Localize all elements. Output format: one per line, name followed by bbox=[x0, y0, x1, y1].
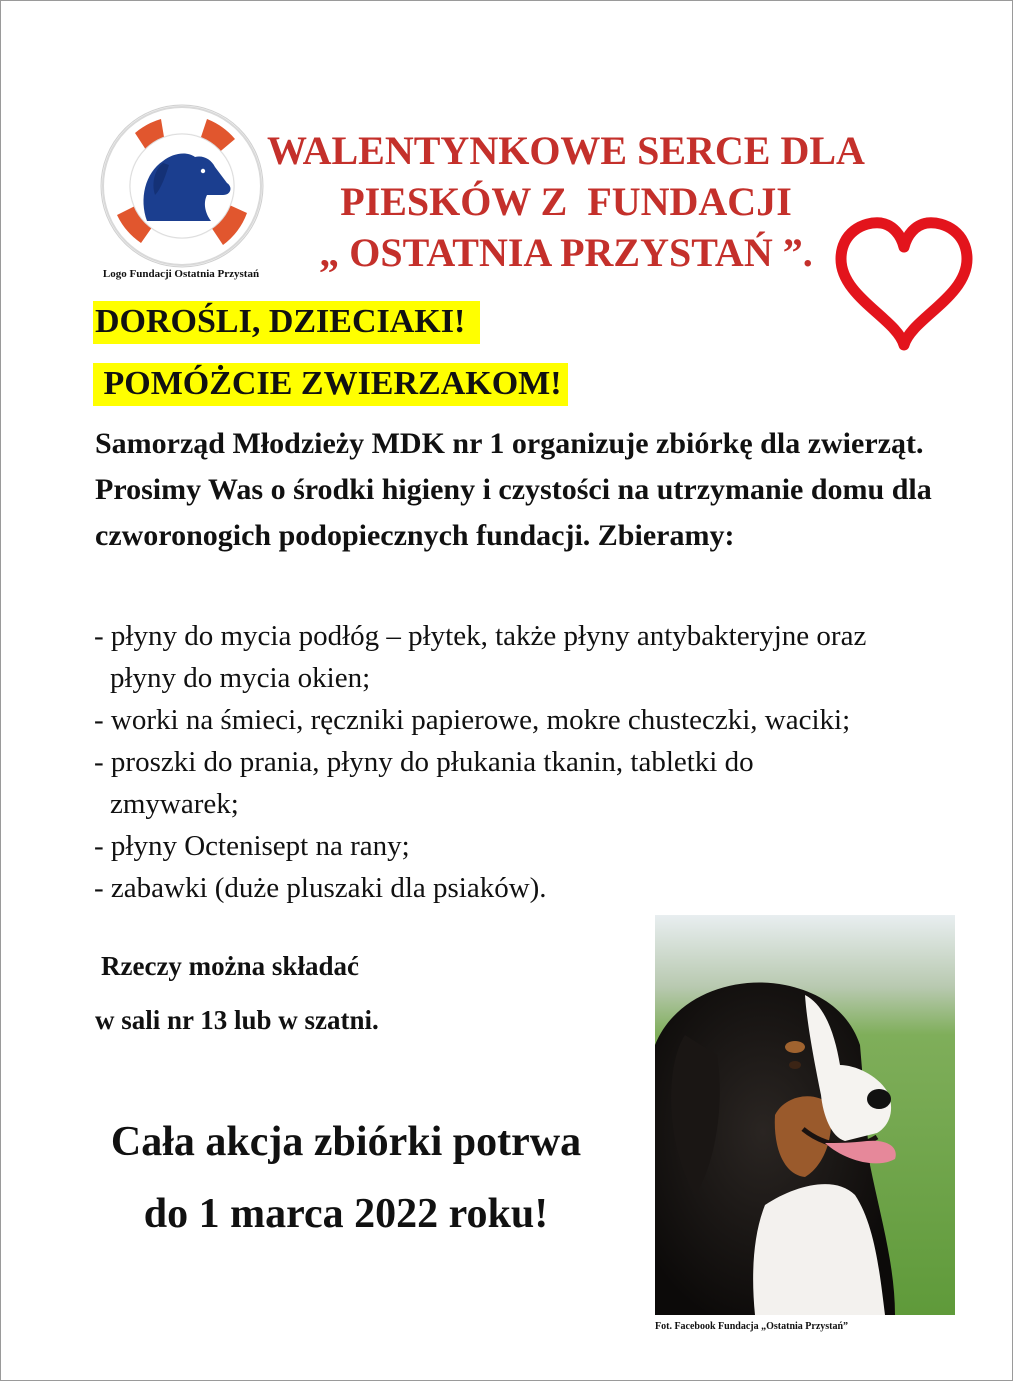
heart-icon bbox=[833, 215, 975, 355]
logo-caption: Logo Fundacji Ostatnia Przystań bbox=[102, 268, 260, 280]
list-item bbox=[94, 615, 944, 699]
list-item bbox=[94, 825, 944, 867]
list-item-text: - płyny Octenisept na rany; bbox=[94, 830, 410, 862]
callout-adults-kids: DOROŚLI, DZIECIAKI! bbox=[93, 301, 480, 344]
title-line-3: „ OSTATNIA PRZYSTAŃ ”. bbox=[319, 230, 813, 275]
list-item bbox=[94, 867, 944, 909]
intro-paragraph: Samorząd Młodzieży MDK nr 1 organizuje zbiórkę dla zwierząt. Prosimy Was o środki higieny i czystości na utrzymanie domu dla czworonogich podopiecznych fundacji. Zbieramy: bbox=[95, 427, 932, 552]
deadline-line-1: Cała akcja zbiórki potrwa bbox=[110, 1119, 582, 1165]
list-item-continuation: płyny do mycia okien; bbox=[110, 662, 371, 694]
collection-list bbox=[94, 615, 944, 909]
dog-photo bbox=[655, 915, 955, 1315]
list-item-text: - proszki do prania, płyny do płukania tkanin, tabletki do bbox=[94, 746, 754, 778]
list-item-continuation: zmywarek; bbox=[110, 788, 239, 820]
list-item-text: - płyny do mycia podłóg – płytek, także płyny antybakteryjne oraz bbox=[94, 620, 867, 652]
title-line-2: PIESKÓW Z FUNDACJI bbox=[340, 179, 792, 224]
list-item-text: - worki na śmieci, ręczniki papierowe, mokre chusteczki, waciki; bbox=[94, 704, 851, 736]
deadline-statement bbox=[91, 1106, 601, 1250]
deadline-line-2: do 1 marca 2022 roku! bbox=[143, 1191, 549, 1237]
list-item bbox=[94, 741, 944, 825]
dropoff-line-2: w sali nr 13 lub w szatni. bbox=[95, 1005, 379, 1035]
photo-caption: Fot. Facebook Fundacja „Ostatnia Przystań” bbox=[655, 1321, 849, 1332]
dropoff-line-1: Rzeczy można składać bbox=[101, 951, 359, 981]
callout-help-animals: POMÓŻCIE ZWIERZAKOM! bbox=[93, 363, 568, 406]
list-item-text: - zabawki (duże pluszaki dla psiaków). bbox=[94, 872, 547, 904]
list-item bbox=[94, 699, 944, 741]
poster-title bbox=[241, 125, 891, 278]
title-line-1: WALENTYNKOWE SERCE DLA bbox=[267, 128, 865, 173]
